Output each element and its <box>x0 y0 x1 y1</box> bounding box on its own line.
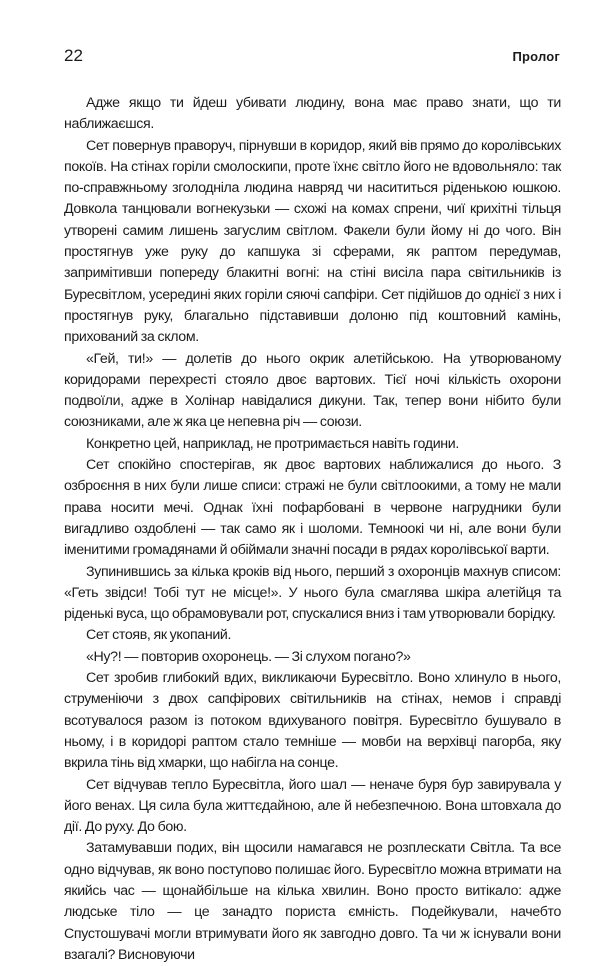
paragraph: Сет повернув праворуч, пірнувши в коридор, який вів прямо до королівських покоїв. На стінах горіли смолоскипи, проте їхнє світло його не вдовольняло: так по-справжньому зголодніла людина навряд чи насититься ріденькою юшкою. Довкола танцювали вогнекузьки — схожі на комах спрени, чиї крихітні тільця утворені самим лишень загуслим світлом. Факели були йому ні до чого. Він простягнув уже руку до капшука зі сферами, як раптом передумав, запримітивши попереду блакитні вогні: на стіні висіла пара світильників із Буресвітлом, усередині яких горіли сяючі сапфіри. Сет підійшов до однієї з них і простягнув руку, благально підставивши долоню під коштовний камінь, прихований за склом. <box>64 137 561 346</box>
page-number: 22 <box>64 46 83 65</box>
paragraph: Сет зробив глибокий вдих, викликаючи Буресвітло. Воно хлинуло в нього, струменіючи з двох сапфірових світильників на стінах, немов і справді всотувалося разом із потоком вдихуваного повітря. Буресвітло бушувало в ньому, і в коридорі раптом стало темніше — мовби на верхівці пагорба, яку вкрила тінь від хмарки, що набігла на сонце. <box>64 670 561 772</box>
paragraph: Адже якщо ти йдеш убивати людину, вона має право знати, що ти наближаєшся. <box>64 95 561 133</box>
paragraph: Сет спокійно спостерігав, як двоє вартових наближалися до нього. З озброєння в них були лише списи: стражі не були світлоокими, а тому не мали права носити мечі. Однак їхні пофарбовані в червоне нагрудники були вигадливо оздоблені — так само як і шоломи. Темноокі чи ні, але вони були іменитими громадянами й обіймали значні посади в рядах королівської варти. <box>64 457 561 559</box>
section-title: Пролог <box>512 49 560 64</box>
running-head <box>64 46 560 68</box>
paragraph: Затамувавши подих, він щосили намагався не розплескати Світла. Та все одно відчував, як воно поступово полишає його. Буресвітло можна втримати на якийсь час — щонайбільше на кілька хвилин. Воно просто витікало: адже людське тіло — це занадто пориста ємність. Подейкували, начебто Спустошувачі могли втримувати його як завгодно довго. Та чи ж існували вони взагалі? Висновуючи <box>64 840 561 963</box>
paragraph: Конкретно цей, наприклад, не протримається навіть години. <box>86 435 459 452</box>
paragraph: «Ну?! — повторив охоронець. — Зі слухом погано?» <box>86 648 411 665</box>
paragraph: Зупинившись за кілька кроків від нього, перший з охоронців махнув списом: «Геть звідси! Тобі тут не місце!». У нього була смаглява шкіра алетійця та ріденькі вуса, що обрамовували рот, спускалися вниз і там утворювали борідку. <box>64 563 561 623</box>
body-text <box>64 93 561 966</box>
paragraph: «Гей, ти!» — долетів до нього окрик алетійською. На утворюваному коридорами перехресті стояло двоє вартових. Тієї ночі кількість охорони подвоїли, адже в Холінар навідалися дикуни. Так, тепер вони нібито були союзниками, але ж яка це непевна річ — союзи. <box>64 350 561 431</box>
paragraph: Сет стояв, як укопаний. <box>86 627 232 644</box>
paragraph: Сет відчував тепло Буресвітла, його шал — неначе буря бур завирувала у його венах. Ця сила була життєдайною, але й небезпечною. Вона штовхала до дії. До руху. До бою. <box>64 776 561 836</box>
